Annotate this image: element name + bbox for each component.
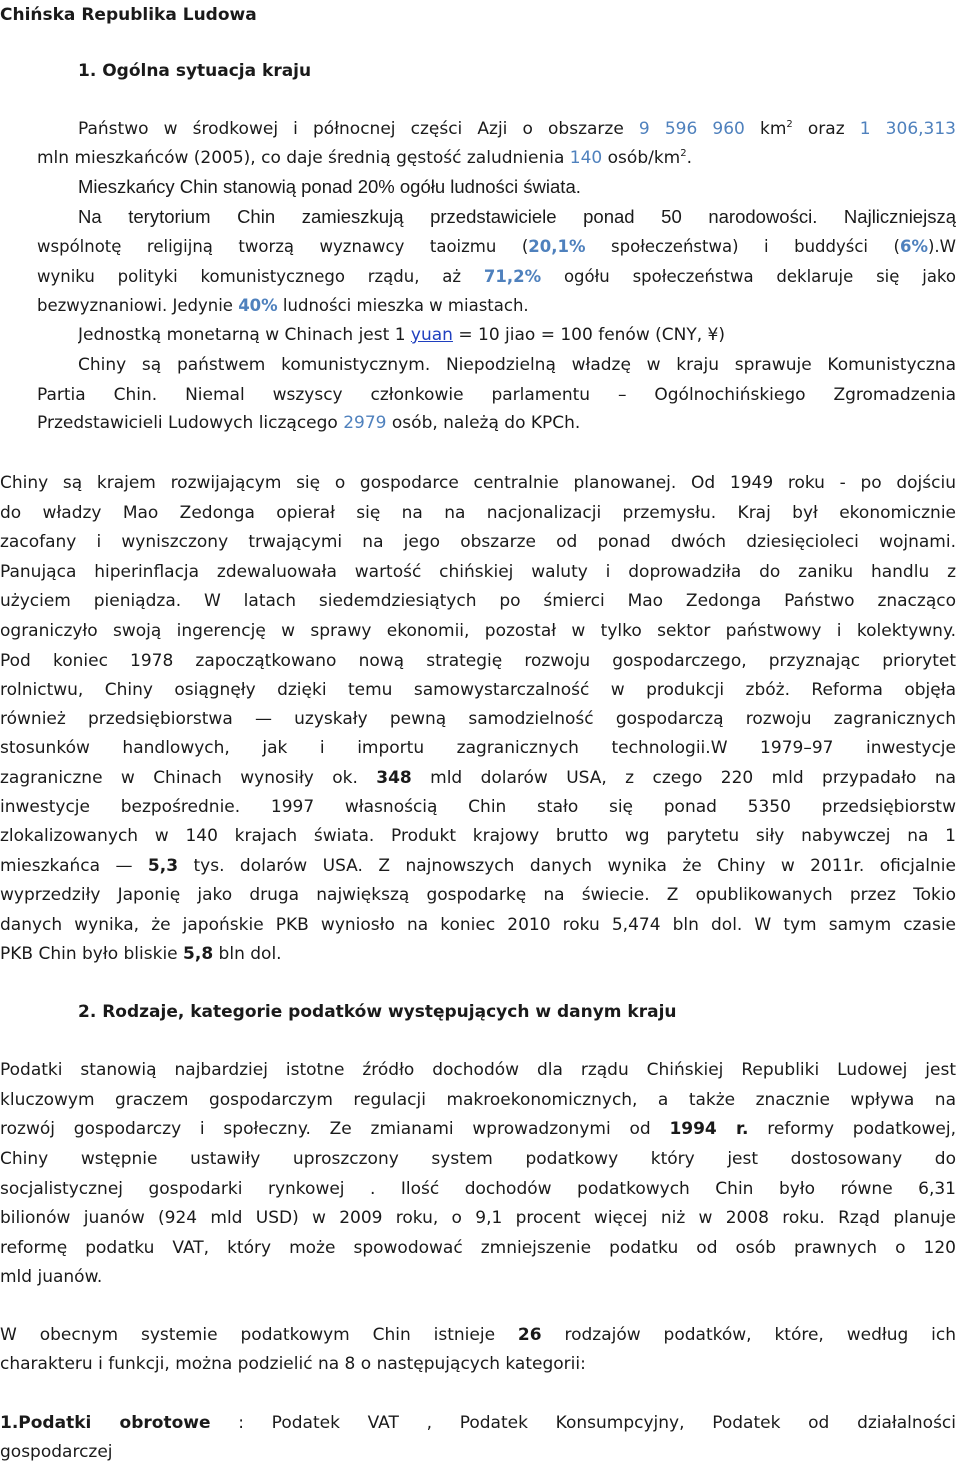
s1p2-line-14: mieszkańca — 5,3 tys. dolarów USA. Z najnowszych danych wynika że Chiny w 2011r. oficjalnie [0,856,956,876]
s1p1-line-11: Przedstawicieli Ludowych liczącego 2979 osób, należą do KPCh. [37,413,581,433]
s1p1-line-8: Jednostką monetarną w Chinach jest 1 yuan = 10 jiao = 100 fenów (CNY, ¥) [78,325,725,345]
s1p2-line-11: zagraniczne w Chinach wynosiły ok. 348 mld dolarów USA, z czego 220 mld przypadało na [0,768,956,788]
s1p2-line-3: zacofany i wyniszczony trwającymi na jego obszarze od ponad dwóch dziesięcioleci wojnami. [0,532,956,552]
s2p1-line-6: bilionów juanów (924 mld USD) w 2009 roku, o 9,1 procent więcej niż w 2008 roku. Rząd planuje [0,1208,956,1228]
investment-value: 348 [376,768,412,788]
s1p2-line-7: Pod koniec 1978 zapoczątkowano nową strategię rozwoju gospodarczego, przyznając priorytet [0,651,956,671]
taoism-percent: 20,1% [528,237,586,256]
density-value: 140 [569,148,603,168]
population-value: 1 306,313 [859,119,956,139]
s2p1-line-1: Podatki stanowią najbardziej istotne źródło dochodów dla rządu Chińskiej Republiki Ludowej jest [0,1060,956,1080]
s1p2-line-6: ograniczyło swoją ingerencję w sprawy ekonomii, pozostał w tylko sektor państwowy i kolektywny. [0,621,956,641]
gdp-per-capita-value: 5,3 [147,856,179,876]
s1p1-line-2: mln mieszkańców (2005), co daje średnią gęstość zaludnienia 140 osób/$km^2$. [37,148,693,168]
s2p1-line-4: Chiny wstępnie ustawiły uproszczony system podatkowy który jest dostosowany do [0,1149,956,1169]
s1p2-line-5: użyciem pieniądza. W latach siedemdziesiątych po śmierci Mao Zedonga Państwo znacząco [0,591,956,611]
gdp-total-value: 5,8 [183,944,214,964]
s1p1-line-7: bezwyznaniowi. Jedynie 40% ludności mieszka w miastach. [37,296,529,315]
s2p3-line-2: gospodarczej [0,1442,113,1462]
category-title: 1.Podatki obrotowe [0,1413,211,1433]
area-value: 9 596 960 [638,119,745,139]
s1p1-line-5: wspólnotę religijną tworzą wyznawcy taoizmu (20,1% społeczeństwa) i buddyści (6%).W [37,237,956,256]
s1p2-line-12: inwestycje bezpośrednie. 1997 własnością Chin stało się ponad 5350 przedsiębiorstw [0,797,956,817]
s2p1-line-3: rozwój gospodarczy i społeczny. Ze zmianami wprowadzonymi od 1994 r. reformy podatkowej, [0,1119,956,1139]
s2p2-line-2: charakteru i funkcji, można podzielić na 8 o następujących kategorii: [0,1354,586,1374]
s1p2-line-16: danych wynika, że japońskie PKB wyniosło na koniec 2010 roku 5,474 bln dol. W tym samym czasie [0,915,956,935]
s2p1-line-2: kluczowym graczem gospodarczym regulacji makroekonomicznych, a także znacznie wpływa na [0,1090,956,1110]
s1p1-line-3: Mieszkańcy Chin stanowią ponad 20% ogółu ludności świata. [78,176,581,197]
s1p1-line-9: Chiny są państwem komunistycznym. Niepodzielną władzę w kraju sprawuje Komunistyczna [78,355,956,375]
s1p2-line-10: stosunków handlowych, jak i importu zagranicznych technologii.W 1979–97 inwestycje [0,738,956,758]
s1p2-line-17: PKB Chin było bliskie 5,8 bln dol. [0,944,282,964]
buddhism-percent: 6% [899,237,928,256]
urban-percent: 40% [238,296,278,315]
s1p2-line-15: wyprzedziły Japonię jako druga największą gospodarkę na świecie. Z opublikowanych przez Tokio [0,885,956,905]
deputies-value: 2979 [343,413,387,433]
s1p1-line-10: Partia Chin. Niemal wszyscy członkowie parlamentu – Ogólnochińskiego Zgromadzenia [37,385,956,405]
s2p1-line-5: socjalistycznej gospodarki rynkowej . Ilość dochodów podatkowych Chin było równe 6,31 [0,1179,956,1199]
s2p2-line-1: W obecnym systemie podatkowym Chin istnieje 26 rodzajów podatków, które, według ich [0,1325,956,1345]
document-title: Chińska Republika Ludowa [0,5,257,25]
section-2-heading: 2. Rodzaje, kategorie podatków występujących w danym kraju [78,1002,677,1022]
s1p2-line-9: również przedsiębiorstwa — uzyskały pewną samodzielność gospodarczą rozwoju zagranicznych [0,709,956,729]
s1p2-line-4: Panująca hiperinflacja zdewaluowała wartość chińskiej waluty i doprowadziła do zaniku handlu z [0,562,956,582]
s1p2-line-1: Chiny są krajem rozwijającym się o gospodarce centralnie planowanej. Od 1949 roku - po dojściu [0,473,956,493]
reform-year: 1994 r. [669,1119,749,1139]
section-1-heading: 1. Ogólna sytuacja kraju [78,61,312,81]
yuan-link[interactable]: yuan [410,325,453,345]
s1p1-line-6: wyniku polityki komunistycznego rządu, aż 71,2% ogółu społeczeństwa deklaruje się jako [37,267,956,286]
s1p1-line-1: Państwo w środkowej i północnej części Azji o obszarze 9 596 960 $km^2$ oraz 1 306,313 [78,119,956,139]
atheism-percent: 71,2% [483,267,542,286]
tax-count: 26 [517,1325,542,1345]
s1p1-line-4: Na terytorium Chin zamieszkują przedstawiciele ponad 50 narodowości. Najliczniejszą [78,206,956,227]
s2p1-line-7: reformę podatku VAT, który może spowodować zmniejszenie podatku od osób prawnych o 120 [0,1238,956,1258]
s2p3-line-1: 1.Podatki obrotowe : Podatek VAT , Podatek Konsumpcyjny, Podatek od działalności [0,1413,956,1433]
s1p2-line-13: zlokalizowanych w 140 krajach świata. Produkt krajowy brutto wg parytetu siły nabywczej na 1 [0,826,956,846]
s1p2-line-8: rolnictwu, Chiny osiągnęły dzięki temu samowystarczalność w produkcji zbóż. Reforma objęła [0,680,956,700]
s2p1-line-8: mld juanów. [0,1267,103,1287]
s1p2-line-2: do władzy Mao Zedonga opierał się na na nacjonalizacji przemysłu. Kraj był ekonomicznie [0,503,956,523]
